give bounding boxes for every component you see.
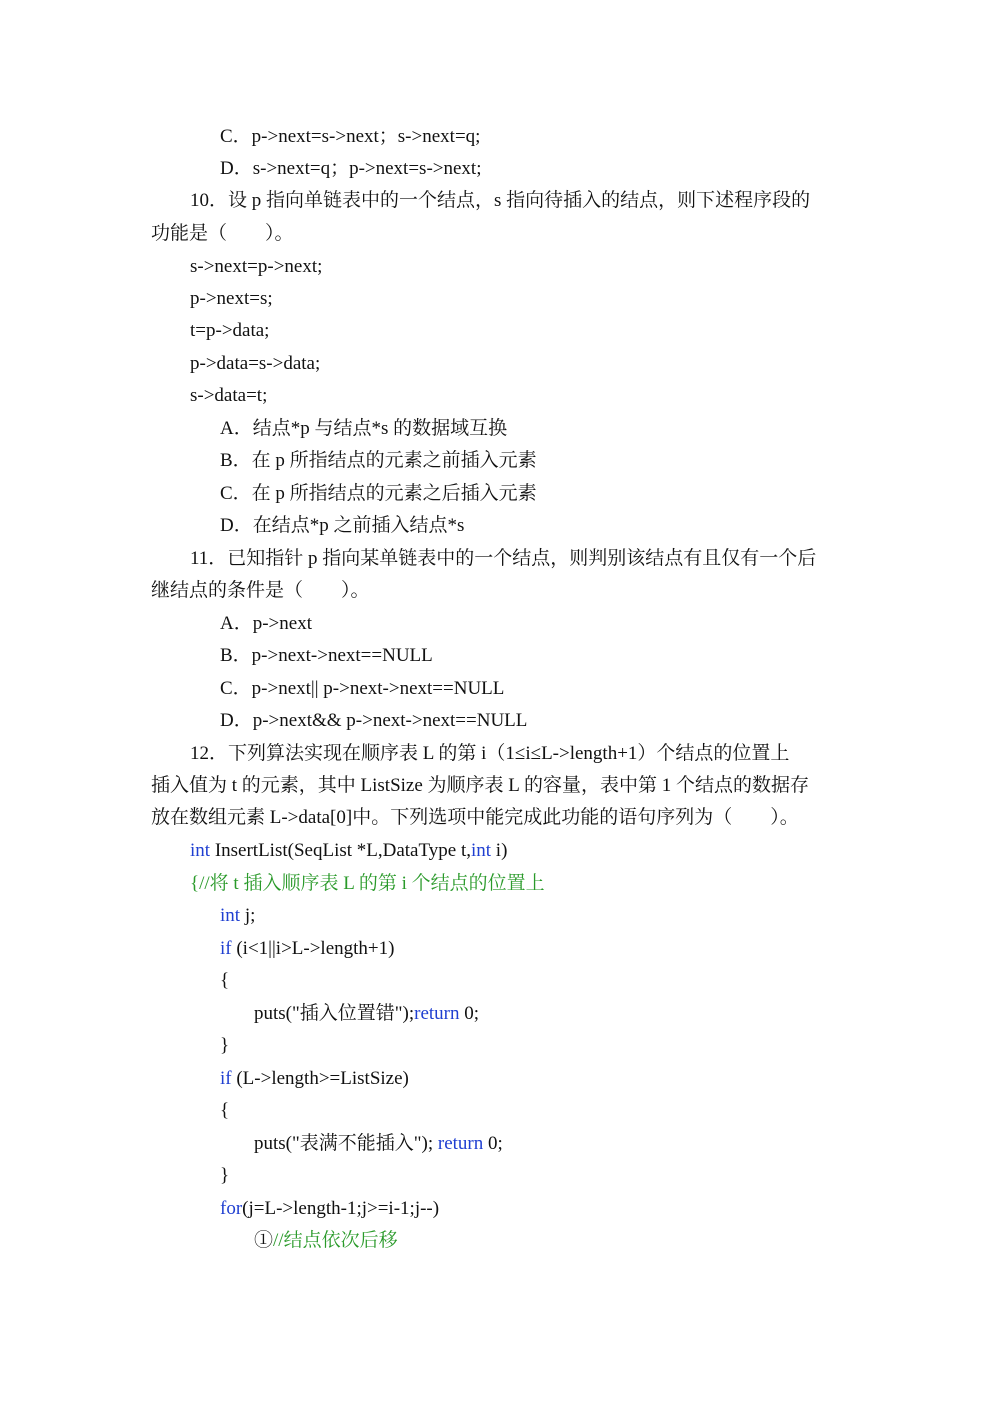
q12-stem-line3: 放在数组元素 L->data[0]中。下列选项中能完成此功能的语句序列为（ ）。	[151, 807, 799, 828]
q12-stem-line2: 插入值为 t 的元素，其中 ListSize 为顺序表 L 的容量，表中第 1 个结点的数据存	[151, 775, 809, 796]
code-text: (L->length>=ListSize)	[231, 1068, 409, 1089]
code-keyword: return	[437, 1133, 484, 1154]
q12-stem-line1: 12．下列算法实现在顺序表 L 的第 i（1≤i≤L->length+1）个结点的位置上	[190, 743, 790, 764]
code-line-blank-1	[254, 1229, 398, 1253]
q11-option-c: C．p->next|| p->next->next==NULL	[220, 678, 505, 699]
code-line-brace: {	[220, 970, 230, 991]
code-line-for	[220, 1197, 439, 1221]
q10-stem-line2: 功能是（ ）。	[151, 223, 294, 244]
code-line-signature	[190, 839, 507, 863]
code-keyword: int	[190, 840, 211, 861]
q10-option-c: C．在 p 所指结点的元素之后插入元素	[220, 483, 537, 504]
code-keyword: int	[220, 905, 241, 926]
q11-stem-line1: 11．已知指针 p 指向某单链表中的一个结点，则判别该结点有且仅有一个后	[190, 548, 817, 569]
q11-option-d: D．p->next&& p->next->next==NULL	[220, 710, 528, 731]
q11-option-a: A．p->next	[220, 613, 312, 634]
q10-stem-line1: 10．设 p 指向单链表中的一个结点，s 指向待插入的结点，则下述程序段的	[190, 190, 811, 211]
code-brace: {	[190, 873, 200, 894]
code-line-puts-error	[254, 1002, 479, 1026]
code-line-if-full	[220, 1067, 409, 1091]
q9-option-c: C．p->next=s->next；s->next=q;	[220, 126, 481, 147]
q10-code-line: s->next=p->next;	[190, 256, 323, 277]
code-text: InsertList(SeqList *L,DataType t,	[210, 840, 471, 861]
q11-option-b: B．p->next->next==NULL	[220, 645, 433, 666]
code-line-puts-full	[254, 1132, 503, 1156]
code-text: (j=L->length-1;j>=i-1;j--)	[242, 1198, 440, 1219]
code-keyword: int	[470, 840, 492, 861]
code-line-brace: }	[220, 1035, 230, 1056]
q10-code-line: t=p->data;	[190, 320, 270, 341]
code-text: puts("插入位置错");	[254, 1003, 415, 1024]
code-text: (i<1||i>L->length+1)	[231, 938, 395, 959]
code-line-if-range	[220, 937, 394, 961]
q9-option-d: D．s->next=q；p->next=s->next;	[220, 158, 482, 179]
code-text: j;	[240, 905, 256, 926]
code-comment: //将 t 插入顺序表 L 的第 i 个结点的位置上	[199, 873, 545, 894]
code-text: 0;	[483, 1133, 503, 1154]
code-keyword: if	[220, 1068, 232, 1089]
code-keyword: return	[414, 1003, 460, 1024]
code-line-open-brace	[190, 872, 545, 896]
code-text: 0;	[459, 1003, 480, 1024]
q10-option-b: B．在 p 所指结点的元素之前插入元素	[220, 450, 537, 471]
code-comment: //结点依次后移	[273, 1230, 398, 1251]
code-keyword: if	[220, 938, 232, 959]
q10-code-line: p->data=s->data;	[190, 353, 321, 374]
code-line-declare	[220, 904, 255, 928]
code-text: i)	[491, 840, 508, 861]
code-line-brace: }	[220, 1165, 230, 1186]
q10-option-d: D．在结点*p 之前插入结点*s	[220, 515, 465, 536]
blank-marker: ①	[254, 1230, 274, 1251]
q10-code-line: p->next=s;	[190, 288, 273, 309]
code-line-brace: {	[220, 1100, 230, 1121]
code-text: puts("表满不能插入");	[254, 1133, 438, 1154]
q10-option-a: A．结点*p 与结点*s 的数据域互换	[220, 418, 508, 439]
q11-stem-line2: 继结点的条件是（ ）。	[151, 580, 370, 601]
code-keyword: for	[220, 1198, 243, 1219]
q10-code-line: s->data=t;	[190, 385, 268, 406]
